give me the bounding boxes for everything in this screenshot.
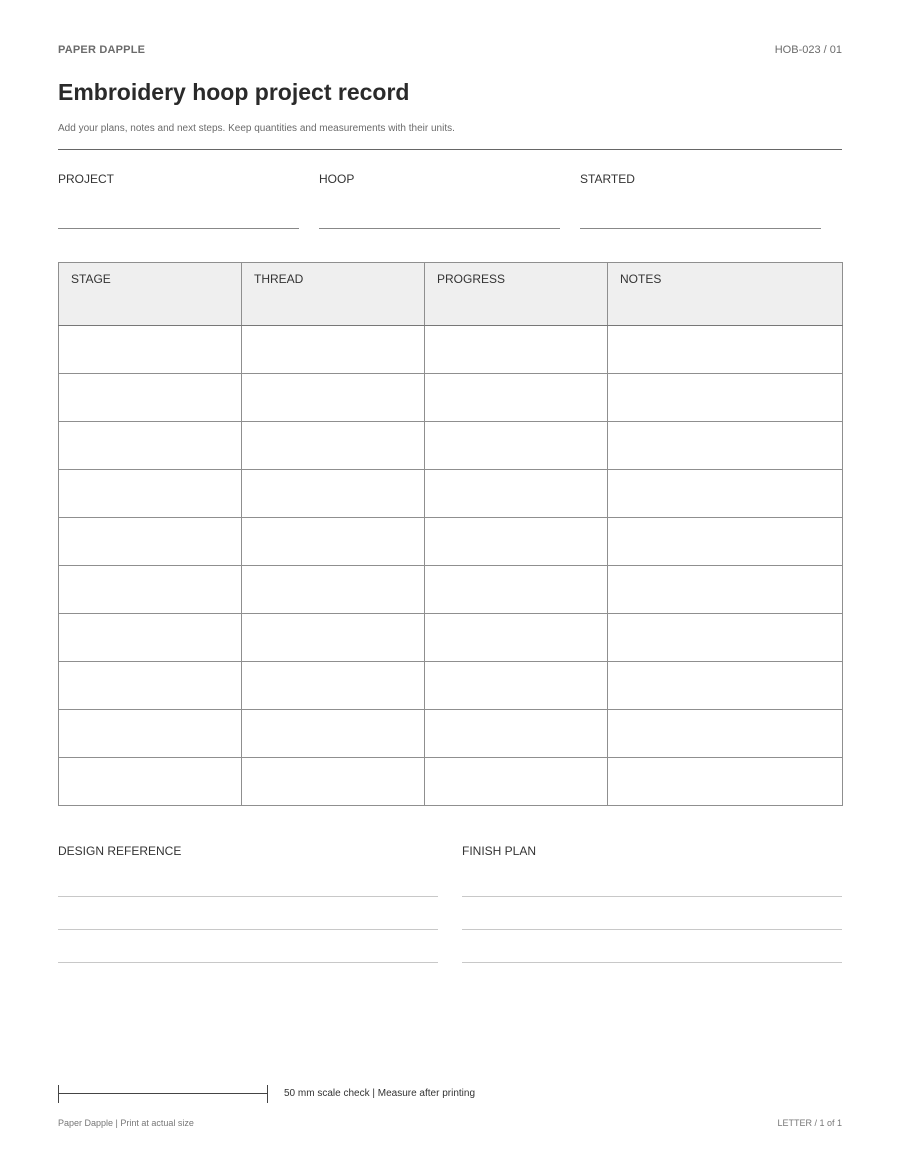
- footer-left: Paper Dapple | Print at actual size: [58, 1118, 194, 1128]
- thread-cell[interactable]: [242, 422, 425, 470]
- started-line[interactable]: [580, 228, 821, 229]
- title-divider: [58, 149, 842, 150]
- page-subtitle: Add your plans, notes and next steps. Keep quantities and measurements with their units.: [58, 123, 455, 134]
- design-reference-line[interactable]: [58, 929, 438, 930]
- hoop-line[interactable]: [319, 228, 560, 229]
- table-row: [59, 518, 843, 566]
- notes-cell[interactable]: [608, 566, 843, 614]
- progress-cell[interactable]: [425, 518, 608, 566]
- progress-cell[interactable]: [425, 710, 608, 758]
- progress-cell[interactable]: [425, 614, 608, 662]
- thread-cell[interactable]: [242, 662, 425, 710]
- thread-cell[interactable]: [242, 518, 425, 566]
- thread-cell[interactable]: [242, 470, 425, 518]
- stage-cell[interactable]: [59, 662, 242, 710]
- scale-tick-right: [267, 1085, 268, 1103]
- page-title: Embroidery hoop project record: [58, 79, 410, 105]
- notes-cell[interactable]: [608, 422, 843, 470]
- footer-right: LETTER / 1 of 1: [777, 1118, 842, 1128]
- notes-cell[interactable]: [608, 758, 843, 806]
- stage-cell[interactable]: [59, 758, 242, 806]
- started-label: STARTED: [580, 172, 635, 186]
- project-line[interactable]: [58, 228, 299, 229]
- thread-cell[interactable]: [242, 566, 425, 614]
- project-label: PROJECT: [58, 172, 115, 186]
- table-row: [59, 614, 843, 662]
- design-reference-label: DESIGN REFERENCE: [58, 844, 182, 858]
- table-row: [59, 566, 843, 614]
- hoop-label: HOOP: [319, 172, 355, 186]
- scale-caption: 50 mm scale check | Measure after printing: [284, 1088, 476, 1099]
- finish-plan-label: FINISH PLAN: [462, 844, 537, 858]
- table-row: [59, 326, 843, 374]
- column-header-stage: STAGE: [59, 263, 242, 326]
- scale-check-bar: [58, 1085, 268, 1103]
- progress-cell[interactable]: [425, 470, 608, 518]
- column-header-notes: NOTES: [608, 263, 843, 326]
- notes-cell[interactable]: [608, 614, 843, 662]
- notes-cell[interactable]: [608, 710, 843, 758]
- stage-table: [58, 262, 843, 806]
- table-row: [59, 710, 843, 758]
- progress-cell[interactable]: [425, 326, 608, 374]
- progress-cell[interactable]: [425, 662, 608, 710]
- column-header-thread: THREAD: [242, 263, 425, 326]
- table-row: [59, 662, 843, 710]
- table-header-row: [59, 263, 843, 326]
- table-row: [59, 422, 843, 470]
- stage-cell[interactable]: [59, 518, 242, 566]
- notes-cell[interactable]: [608, 374, 843, 422]
- thread-cell[interactable]: [242, 758, 425, 806]
- scale-line: [58, 1093, 268, 1094]
- scale-tick-left: [58, 1085, 59, 1103]
- notes-cell[interactable]: [608, 662, 843, 710]
- progress-cell[interactable]: [425, 566, 608, 614]
- notes-cell[interactable]: [608, 470, 843, 518]
- design-reference-line[interactable]: [58, 962, 438, 963]
- thread-cell[interactable]: [242, 614, 425, 662]
- stage-cell[interactable]: [59, 710, 242, 758]
- finish-plan-line[interactable]: [462, 929, 842, 930]
- stage-cell[interactable]: [59, 470, 242, 518]
- stage-cell[interactable]: [59, 326, 242, 374]
- brand-name: PAPER DAPPLE: [58, 44, 146, 56]
- column-header-progress: PROGRESS: [425, 263, 608, 326]
- stage-cell[interactable]: [59, 374, 242, 422]
- stage-cell[interactable]: [59, 566, 242, 614]
- progress-cell[interactable]: [425, 374, 608, 422]
- progress-cell[interactable]: [425, 422, 608, 470]
- notes-cell[interactable]: [608, 326, 843, 374]
- thread-cell[interactable]: [242, 374, 425, 422]
- table-row: [59, 374, 843, 422]
- table-row: [59, 758, 843, 806]
- stage-cell[interactable]: [59, 422, 242, 470]
- thread-cell[interactable]: [242, 710, 425, 758]
- thread-cell[interactable]: [242, 326, 425, 374]
- document-code: HOB-023 / 01: [774, 44, 842, 56]
- notes-cell[interactable]: [608, 518, 843, 566]
- design-reference-line[interactable]: [58, 896, 438, 897]
- finish-plan-line[interactable]: [462, 896, 842, 897]
- finish-plan-line[interactable]: [462, 962, 842, 963]
- progress-cell[interactable]: [425, 758, 608, 806]
- stage-cell[interactable]: [59, 614, 242, 662]
- table-row: [59, 470, 843, 518]
